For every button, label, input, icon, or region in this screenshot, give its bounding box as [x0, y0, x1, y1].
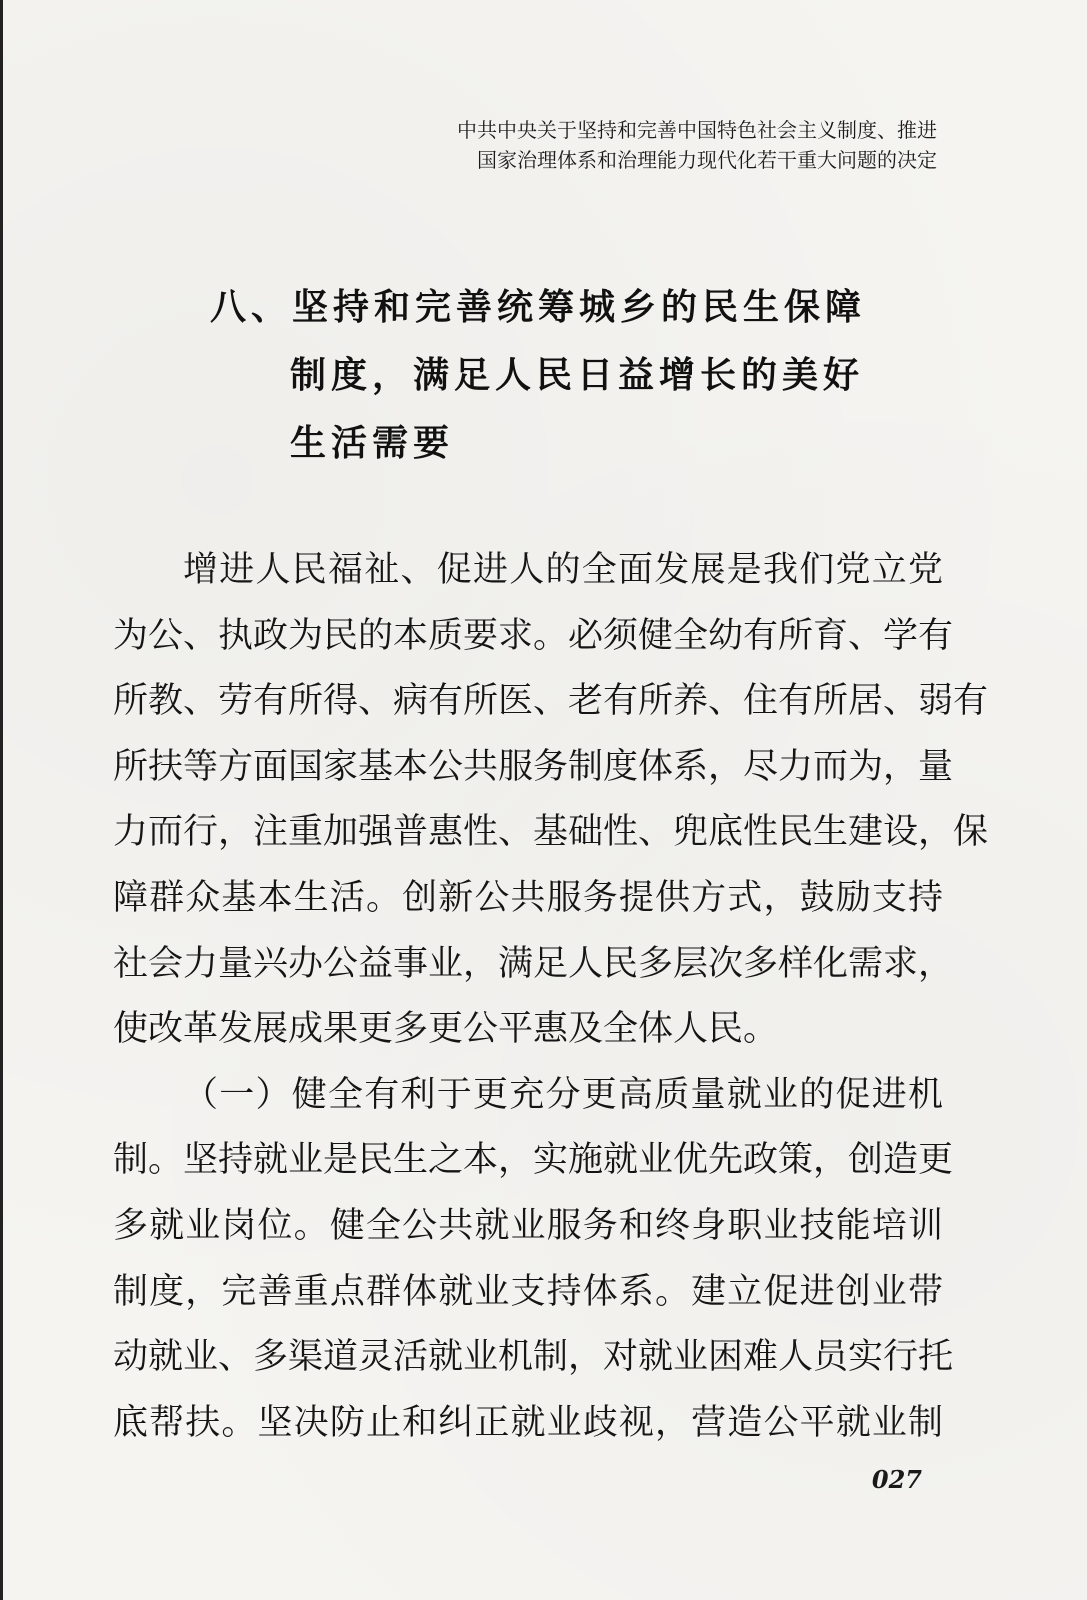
text-line: 增进人民福祉、促进人的全面发展是我们党立党: [183, 550, 943, 590]
chapter-title-line-2: 制度，满足人民日益增长的美好: [290, 355, 865, 396]
running-head: [457, 115, 937, 175]
text-line: 所教、劳有所得、病有所医、老有所养、住有所居、弱有: [113, 681, 989, 722]
running-head-line-1: 中共中央关于坚持和完善中国特色社会主义制度、推进: [457, 118, 937, 142]
text-line: 为公、执政为民的本质要求。必须健全幼有所育、学有: [113, 615, 954, 656]
text-line: 制度，完善重点群体就业支持体系。建立促进创业带: [113, 1271, 943, 1312]
text-line: 障群众基本生活。创新公共服务提供方式，鼓励支持: [113, 877, 943, 918]
body-text: [113, 538, 989, 1456]
text-line: 社会力量兴办公益事业，满足人民多层次多样化需求，: [113, 943, 954, 984]
text-line: 使改革发展成果更多更公平惠及全体人民。: [113, 1009, 779, 1050]
paragraph-1: [113, 538, 989, 1063]
text-line: 底帮扶。坚决防止和纠正就业歧视，营造公平就业制: [113, 1402, 943, 1443]
text-line: 动就业、多渠道灵活就业机制，对就业困难人员实行托: [113, 1337, 954, 1378]
text-line: 多就业岗位。健全公共就业服务和终身职业技能培训: [113, 1205, 943, 1246]
chapter-title: [210, 274, 870, 478]
text-line: 制。坚持就业是民生之本，实施就业优先政策，创造更: [113, 1140, 954, 1181]
chapter-title-line-3: 生活需要: [290, 423, 455, 464]
text-line: （一）健全有利于更充分更高质量就业的促进机: [183, 1074, 943, 1115]
text-line: 力而行，注重加强普惠性、基础性、兜底性民生建设，保: [113, 812, 989, 853]
paragraph-2: [113, 1063, 954, 1457]
binding-edge: [0, 0, 3, 1600]
page-number: 027: [871, 1465, 922, 1494]
chapter-title-line-1: 八、坚持和完善统筹城乡的民生保障: [210, 287, 867, 328]
text-line: 所扶等方面国家基本公共服务制度体系，尽力而为，量: [113, 746, 954, 787]
running-head-line-2: 国家治理体系和治理能力现代化若干重大问题的决定: [477, 148, 937, 172]
